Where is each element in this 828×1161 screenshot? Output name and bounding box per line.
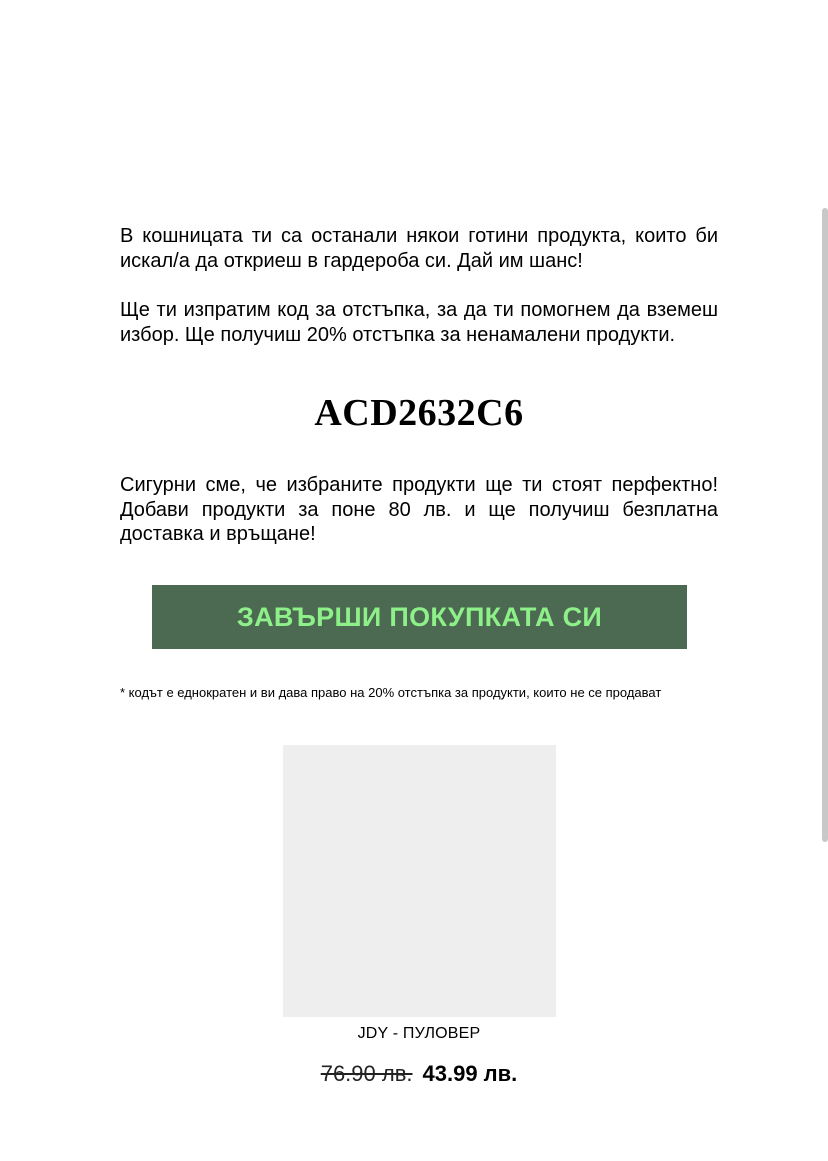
new-price: 43.99 лв.	[422, 1061, 518, 1086]
product-image[interactable]	[283, 745, 556, 1017]
discount-paragraph: Ще ти изпратим код за отстъпка, за да ти помогнем да вземеш избор. Ще получиш 20% отстъпка за ненамалени продукти.	[120, 299, 718, 346]
discount-code: ACD2632C6	[314, 392, 524, 434]
intro-paragraph: В кошницата ти са останали някои готини продукта, които би искал/а да откриеш в гардероба си. Дай им шанс!	[120, 225, 718, 272]
disclaimer-text: * кодът е еднократен и ви дава право на 20% отстъпка за продукти, които не се продават	[120, 684, 662, 700]
complete-purchase-button[interactable]: ЗАВЪРШИ ПОКУПКАТА СИ	[152, 585, 687, 649]
cta-container	[120, 585, 718, 649]
product-card	[0, 745, 828, 1088]
product-name[interactable]: JDY - ПУЛОВЕР	[357, 1025, 481, 1042]
scrollbar-thumb[interactable]	[822, 208, 828, 842]
old-price: 76.90 лв.	[320, 1061, 413, 1086]
shipping-paragraph: Сигурни сме, че избраните продукти ще ти стоят перфектно! Добави продукти за поне 80 лв. и ще получиш безплатна доставка и връщане!	[120, 474, 718, 545]
email-body	[120, 224, 718, 702]
product-prices	[0, 1060, 828, 1088]
